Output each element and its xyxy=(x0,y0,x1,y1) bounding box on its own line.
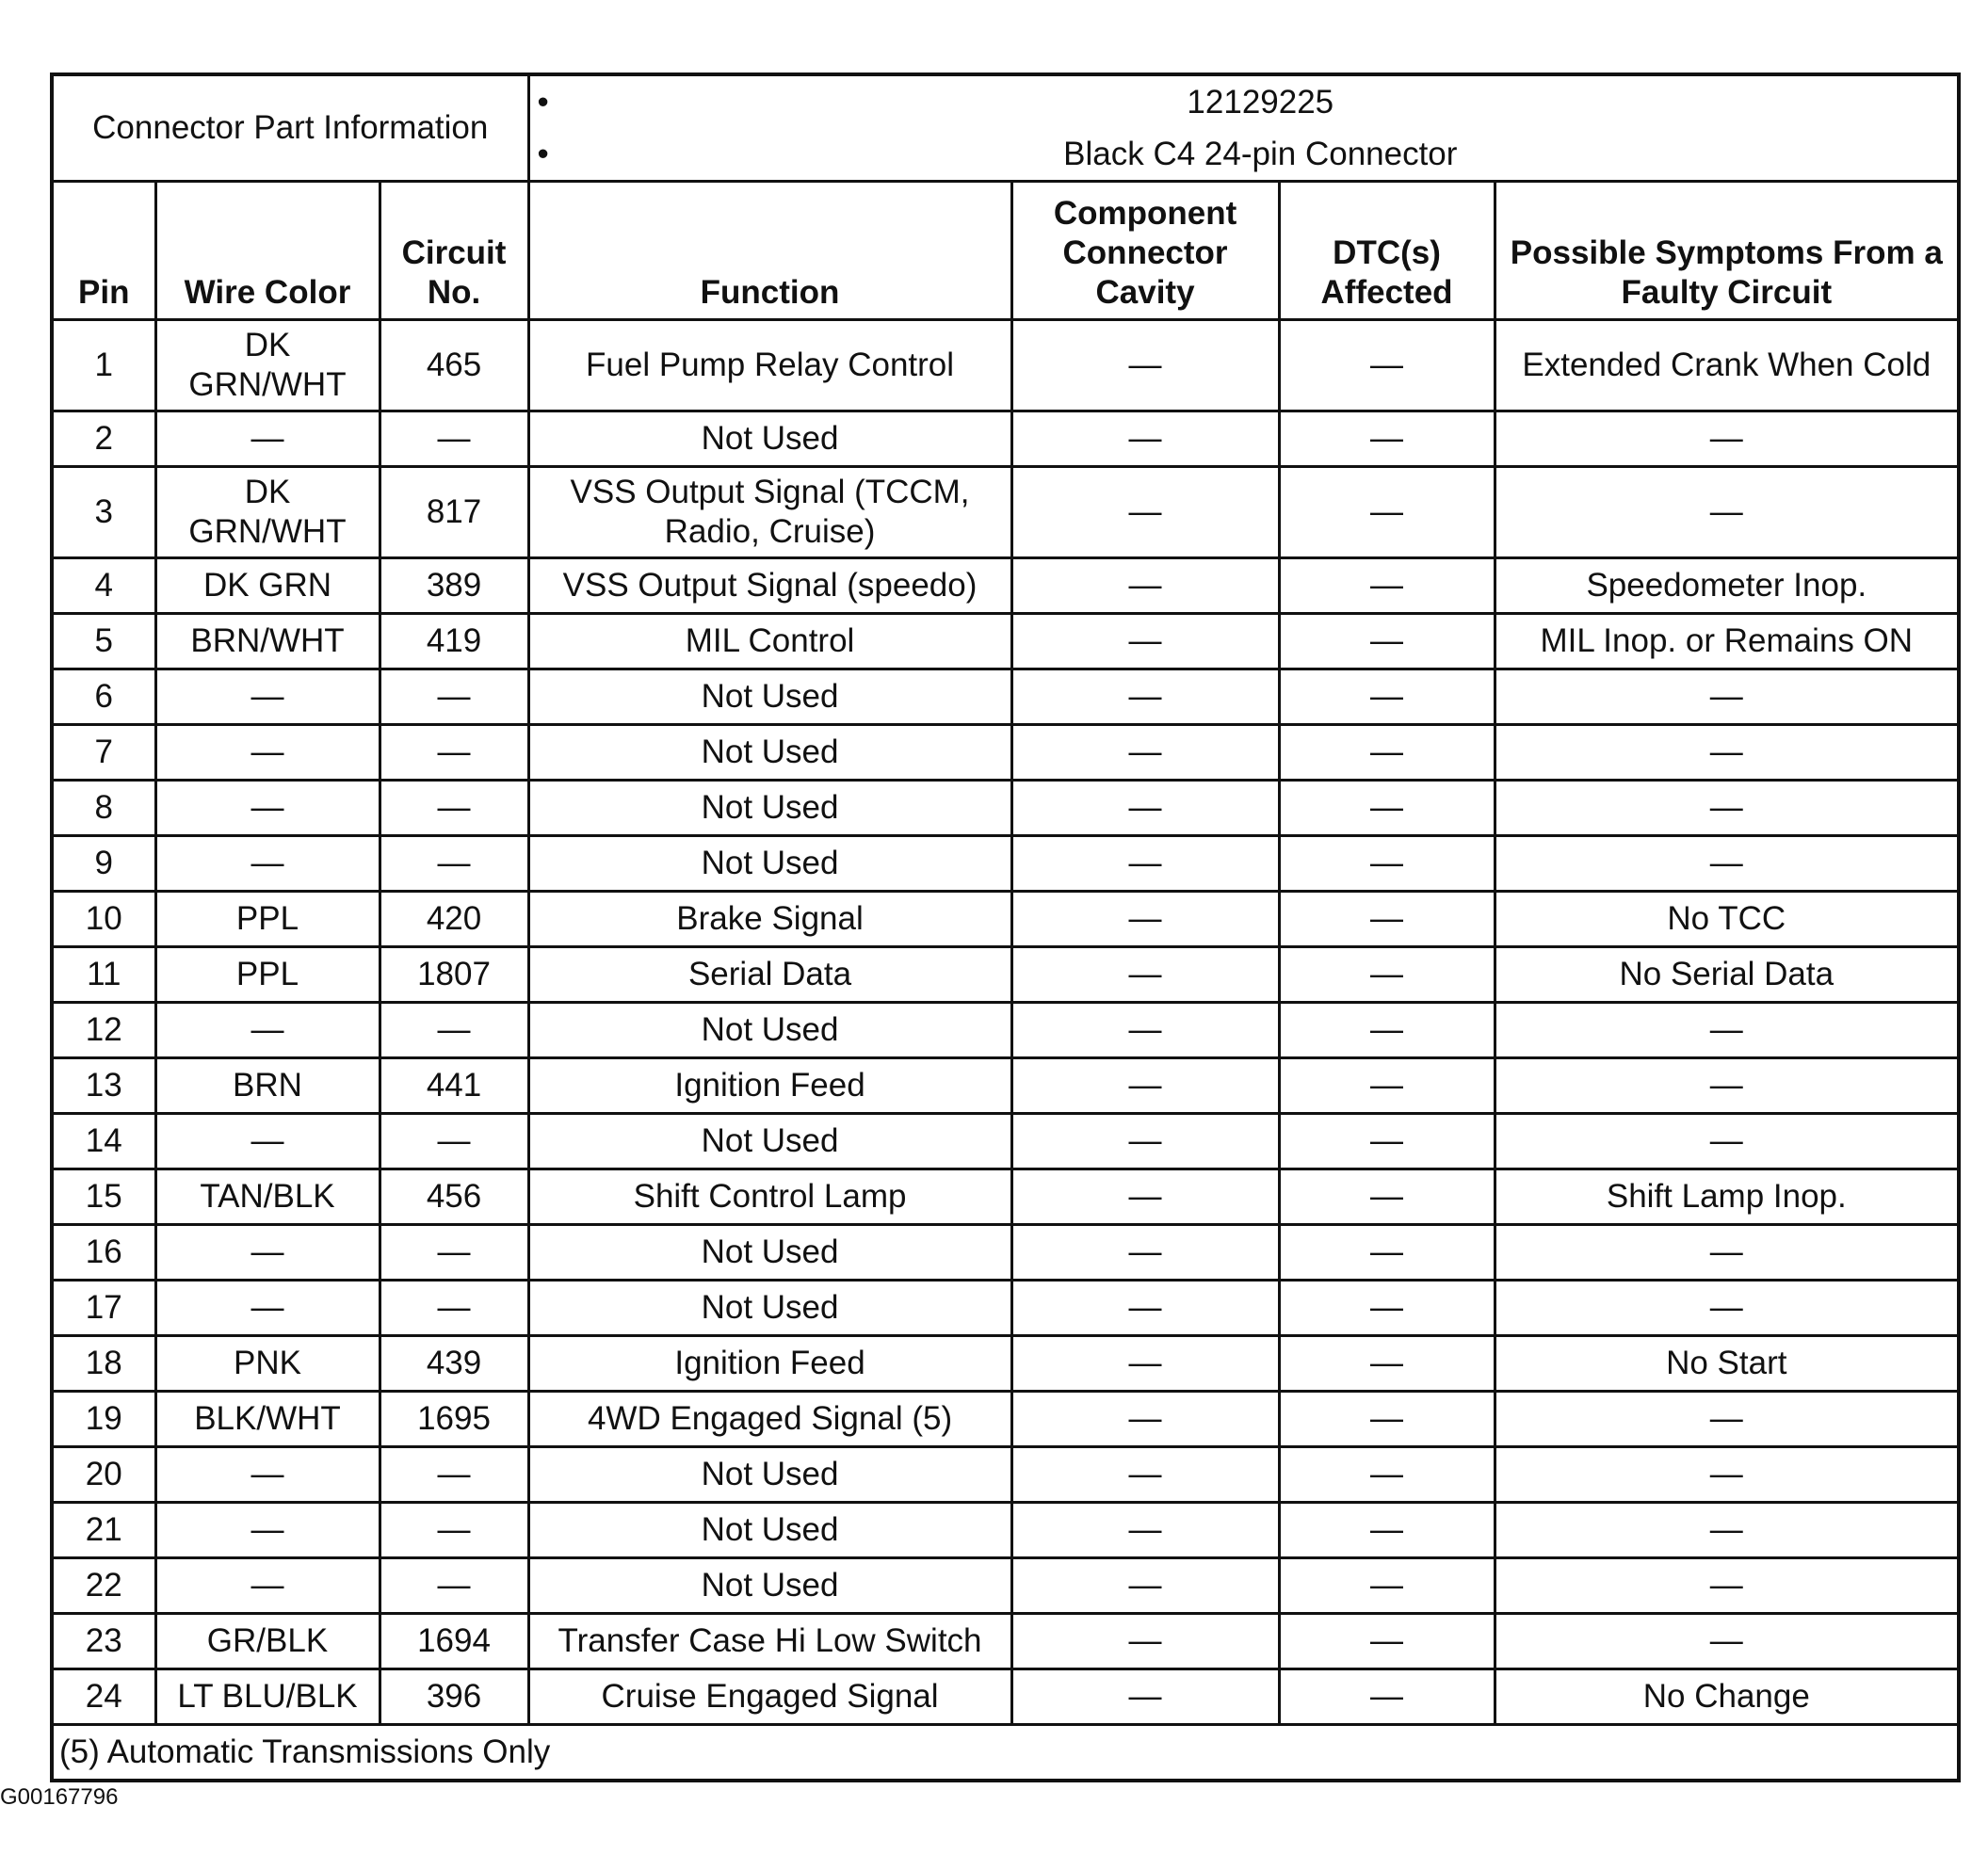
component-cavity-cell: — xyxy=(1011,892,1279,947)
circuit-no-cell: — xyxy=(380,781,528,836)
symptom-cell: — xyxy=(1495,1281,1959,1336)
circuit-no-cell: — xyxy=(380,411,528,467)
bullet-icon: • xyxy=(537,136,549,172)
circuit-no-cell: 817 xyxy=(380,467,528,558)
wire-color-cell: — xyxy=(155,669,380,725)
circuit-no-cell: 1694 xyxy=(380,1614,528,1669)
component-cavity-cell: — xyxy=(1011,781,1279,836)
dtc-affected-cell: — xyxy=(1279,558,1495,614)
symptom-cell: — xyxy=(1495,781,1959,836)
symptom-cell: — xyxy=(1495,1003,1959,1058)
dtc-affected-cell: — xyxy=(1279,1392,1495,1447)
table-row xyxy=(52,947,1959,1003)
component-cavity-cell: — xyxy=(1011,1614,1279,1669)
dtc-affected-cell: — xyxy=(1279,1558,1495,1614)
wire-color-cell: — xyxy=(155,1447,380,1503)
wire-color-cell: DK GRN xyxy=(155,558,380,614)
pin-cell: 20 xyxy=(52,1447,155,1503)
symptom-cell: — xyxy=(1495,411,1959,467)
component-cavity-cell: — xyxy=(1011,1447,1279,1503)
dtc-affected-cell: — xyxy=(1279,1003,1495,1058)
wire-color-cell: — xyxy=(155,1281,380,1336)
dtc-affected-cell: — xyxy=(1279,614,1495,669)
pin-cell: 16 xyxy=(52,1225,155,1281)
wire-color-cell: — xyxy=(155,1503,380,1558)
circuit-no-cell: 456 xyxy=(380,1169,528,1225)
function-cell: Not Used xyxy=(528,781,1011,836)
table-row xyxy=(52,1558,1959,1614)
dtc-affected-cell: — xyxy=(1279,669,1495,725)
dtc-affected-cell: — xyxy=(1279,1225,1495,1281)
pin-cell: 15 xyxy=(52,1169,155,1225)
pin-cell: 14 xyxy=(52,1114,155,1169)
function-cell: Not Used xyxy=(528,725,1011,781)
function-cell: Not Used xyxy=(528,1281,1011,1336)
table-row xyxy=(52,1503,1959,1558)
component-cavity-cell: — xyxy=(1011,1669,1279,1725)
dtc-affected-cell: — xyxy=(1279,892,1495,947)
pin-cell: 22 xyxy=(52,1558,155,1614)
table-row xyxy=(52,836,1959,892)
pin-cell: 8 xyxy=(52,781,155,836)
component-cavity-cell: — xyxy=(1011,1281,1279,1336)
component-cavity-cell: — xyxy=(1011,1558,1279,1614)
part-number: 12129225 xyxy=(1187,84,1334,121)
component-cavity-cell: — xyxy=(1011,1058,1279,1114)
circuit-no-cell: 419 xyxy=(380,614,528,669)
function-cell: Shift Control Lamp xyxy=(528,1169,1011,1225)
table-row xyxy=(52,320,1959,411)
pin-cell: 13 xyxy=(52,1058,155,1114)
column-header-dtc-affected: DTC(s) Affected xyxy=(1279,182,1495,320)
dtc-affected-cell: — xyxy=(1279,1058,1495,1114)
dtc-affected-cell: — xyxy=(1279,320,1495,411)
symptom-cell: — xyxy=(1495,1558,1959,1614)
table-row xyxy=(52,1281,1959,1336)
table-row xyxy=(52,725,1959,781)
component-cavity-cell: — xyxy=(1011,669,1279,725)
dtc-affected-cell: — xyxy=(1279,725,1495,781)
pin-cell: 17 xyxy=(52,1281,155,1336)
symptom-cell: — xyxy=(1495,1447,1959,1503)
wire-color-cell: — xyxy=(155,1225,380,1281)
pin-cell: 2 xyxy=(52,411,155,467)
table-row xyxy=(52,558,1959,614)
column-header-function: Function xyxy=(528,182,1011,320)
column-header-wire-color: Wire Color xyxy=(155,182,380,320)
function-cell: Fuel Pump Relay Control xyxy=(528,320,1011,411)
dtc-affected-cell: — xyxy=(1279,1503,1495,1558)
table-row xyxy=(52,411,1959,467)
circuit-no-cell: — xyxy=(380,669,528,725)
wire-color-cell: TAN/BLK xyxy=(155,1169,380,1225)
footnote: (5) Automatic Transmissions Only xyxy=(52,1725,1959,1781)
symptom-cell: — xyxy=(1495,1225,1959,1281)
circuit-no-cell: 1807 xyxy=(380,947,528,1003)
component-cavity-cell: — xyxy=(1011,411,1279,467)
wire-color-cell: BRN/WHT xyxy=(155,614,380,669)
pin-cell: 12 xyxy=(52,1003,155,1058)
connector-description: Black C4 24-pin Connector xyxy=(1063,136,1458,172)
wire-color-cell: GR/BLK xyxy=(155,1614,380,1669)
symptom-cell: — xyxy=(1495,1614,1959,1669)
circuit-no-cell: 465 xyxy=(380,320,528,411)
circuit-no-cell: 439 xyxy=(380,1336,528,1392)
pin-cell: 9 xyxy=(52,836,155,892)
dtc-affected-cell: — xyxy=(1279,836,1495,892)
dtc-affected-cell: — xyxy=(1279,1336,1495,1392)
pin-cell: 18 xyxy=(52,1336,155,1392)
dtc-affected-cell: — xyxy=(1279,781,1495,836)
pin-cell: 3 xyxy=(52,467,155,558)
pin-cell: 23 xyxy=(52,1614,155,1669)
component-cavity-cell: — xyxy=(1011,1225,1279,1281)
component-cavity-cell: — xyxy=(1011,614,1279,669)
function-cell: Not Used xyxy=(528,1225,1011,1281)
circuit-no-cell: 389 xyxy=(380,558,528,614)
dtc-affected-cell: — xyxy=(1279,1281,1495,1336)
function-cell: Not Used xyxy=(528,1558,1011,1614)
table-row xyxy=(52,1614,1959,1669)
pin-cell: 4 xyxy=(52,558,155,614)
circuit-no-cell: 441 xyxy=(380,1058,528,1114)
table-row xyxy=(52,1669,1959,1725)
symptom-cell: — xyxy=(1495,467,1959,558)
pin-cell: 11 xyxy=(52,947,155,1003)
pin-cell: 24 xyxy=(52,1669,155,1725)
function-cell: Not Used xyxy=(528,1503,1011,1558)
component-cavity-cell: — xyxy=(1011,558,1279,614)
symptom-cell: No Serial Data xyxy=(1495,947,1959,1003)
table-row xyxy=(52,1058,1959,1114)
symptom-cell: MIL Inop. or Remains ON xyxy=(1495,614,1959,669)
table-row xyxy=(52,1225,1959,1281)
function-cell: Not Used xyxy=(528,411,1011,467)
column-header-symptoms: Possible Symptoms From a Faulty Circuit xyxy=(1495,182,1959,320)
function-cell: Ignition Feed xyxy=(528,1058,1011,1114)
column-header-pin: Pin xyxy=(52,182,155,320)
wire-color-cell: BLK/WHT xyxy=(155,1392,380,1447)
circuit-no-cell: — xyxy=(380,1558,528,1614)
circuit-no-cell: — xyxy=(380,725,528,781)
component-cavity-cell: — xyxy=(1011,836,1279,892)
function-cell: VSS Output Signal (speedo) xyxy=(528,558,1011,614)
pin-cell: 21 xyxy=(52,1503,155,1558)
wire-color-cell: — xyxy=(155,781,380,836)
dtc-affected-cell: — xyxy=(1279,1669,1495,1725)
wire-color-cell: — xyxy=(155,1003,380,1058)
component-cavity-cell: — xyxy=(1011,1003,1279,1058)
component-cavity-cell: — xyxy=(1011,947,1279,1003)
function-cell: Ignition Feed xyxy=(528,1336,1011,1392)
table-row xyxy=(52,892,1959,947)
pin-cell: 10 xyxy=(52,892,155,947)
wire-color-cell: DK GRN/WHT xyxy=(155,320,380,411)
table-row xyxy=(52,1336,1959,1392)
symptom-cell: — xyxy=(1495,1058,1959,1114)
function-cell: Brake Signal xyxy=(528,892,1011,947)
symptom-cell: — xyxy=(1495,1114,1959,1169)
pin-cell: 19 xyxy=(52,1392,155,1447)
table-row xyxy=(52,781,1959,836)
table-row xyxy=(52,467,1959,558)
wire-color-cell: PNK xyxy=(155,1336,380,1392)
connector-end-view-document xyxy=(50,73,1957,1782)
circuit-no-cell: 420 xyxy=(380,892,528,947)
wire-color-cell: BRN xyxy=(155,1058,380,1114)
symptom-cell: — xyxy=(1495,1503,1959,1558)
component-cavity-cell: — xyxy=(1011,1392,1279,1447)
function-cell: Not Used xyxy=(528,1003,1011,1058)
function-cell: 4WD Engaged Signal (5) xyxy=(528,1392,1011,1447)
wire-color-cell: — xyxy=(155,411,380,467)
footnote-row xyxy=(52,1725,1959,1781)
pin-cell: 5 xyxy=(52,614,155,669)
column-header-circuit-no: Circuit No. xyxy=(380,182,528,320)
pin-cell: 7 xyxy=(52,725,155,781)
table-row xyxy=(52,1392,1959,1447)
dtc-affected-cell: — xyxy=(1279,1614,1495,1669)
column-header-row xyxy=(52,182,1959,320)
table-row xyxy=(52,1447,1959,1503)
component-cavity-cell: — xyxy=(1011,467,1279,558)
table-row xyxy=(52,1003,1959,1058)
circuit-no-cell: — xyxy=(380,1114,528,1169)
symptom-cell: No Change xyxy=(1495,1669,1959,1725)
dtc-affected-cell: — xyxy=(1279,947,1495,1003)
dtc-affected-cell: — xyxy=(1279,1447,1495,1503)
wire-color-cell: — xyxy=(155,1558,380,1614)
symptom-cell: No Start xyxy=(1495,1336,1959,1392)
connector-info-label: Connector Part Information xyxy=(52,74,528,182)
component-cavity-cell: — xyxy=(1011,725,1279,781)
symptom-cell: — xyxy=(1495,669,1959,725)
function-cell: Cruise Engaged Signal xyxy=(528,1669,1011,1725)
figure-reference-id: G00167796 xyxy=(0,1784,119,1810)
part-number-item xyxy=(538,76,1950,128)
circuit-no-cell: 396 xyxy=(380,1669,528,1725)
dtc-affected-cell: — xyxy=(1279,411,1495,467)
symptom-cell: Speedometer Inop. xyxy=(1495,558,1959,614)
circuit-no-cell: 1695 xyxy=(380,1392,528,1447)
table-row xyxy=(52,669,1959,725)
component-cavity-cell: — xyxy=(1011,1114,1279,1169)
circuit-no-cell: — xyxy=(380,1225,528,1281)
table-row xyxy=(52,1169,1959,1225)
wire-color-cell: — xyxy=(155,725,380,781)
wire-color-cell: PPL xyxy=(155,892,380,947)
wire-color-cell: PPL xyxy=(155,947,380,1003)
wire-color-cell: — xyxy=(155,1114,380,1169)
function-cell: VSS Output Signal (TCCM, Radio, Cruise) xyxy=(528,467,1011,558)
function-cell: Not Used xyxy=(528,1114,1011,1169)
wire-color-cell: LT BLU/BLK xyxy=(155,1669,380,1725)
bullet-icon: • xyxy=(537,84,549,121)
connector-info-row xyxy=(52,74,1959,182)
circuit-no-cell: — xyxy=(380,836,528,892)
dtc-affected-cell: — xyxy=(1279,1114,1495,1169)
table-row xyxy=(52,1114,1959,1169)
component-cavity-cell: — xyxy=(1011,320,1279,411)
symptom-cell: — xyxy=(1495,725,1959,781)
part-info-list xyxy=(538,76,1950,180)
symptom-cell: Shift Lamp Inop. xyxy=(1495,1169,1959,1225)
function-cell: Not Used xyxy=(528,836,1011,892)
component-cavity-cell: — xyxy=(1011,1169,1279,1225)
pin-cell: 6 xyxy=(52,669,155,725)
circuit-no-cell: — xyxy=(380,1281,528,1336)
symptom-cell: Extended Crank When Cold xyxy=(1495,320,1959,411)
connector-description-item xyxy=(538,128,1950,180)
function-cell: Serial Data xyxy=(528,947,1011,1003)
function-cell: Not Used xyxy=(528,669,1011,725)
function-cell: MIL Control xyxy=(528,614,1011,669)
symptom-cell: No TCC xyxy=(1495,892,1959,947)
circuit-no-cell: — xyxy=(380,1003,528,1058)
connector-info-values xyxy=(528,74,1959,182)
circuit-no-cell: — xyxy=(380,1503,528,1558)
dtc-affected-cell: — xyxy=(1279,1169,1495,1225)
connector-pinout-table xyxy=(50,73,1961,1782)
wire-color-cell: DK GRN/WHT xyxy=(155,467,380,558)
column-header-component-cavity: Component Connector Cavity xyxy=(1011,182,1279,320)
component-cavity-cell: — xyxy=(1011,1503,1279,1558)
component-cavity-cell: — xyxy=(1011,1336,1279,1392)
symptom-cell: — xyxy=(1495,1392,1959,1447)
symptom-cell: — xyxy=(1495,836,1959,892)
pin-cell: 1 xyxy=(52,320,155,411)
function-cell: Not Used xyxy=(528,1447,1011,1503)
wire-color-cell: — xyxy=(155,836,380,892)
dtc-affected-cell: — xyxy=(1279,467,1495,558)
circuit-no-cell: — xyxy=(380,1447,528,1503)
function-cell: Transfer Case Hi Low Switch xyxy=(528,1614,1011,1669)
table-row xyxy=(52,614,1959,669)
